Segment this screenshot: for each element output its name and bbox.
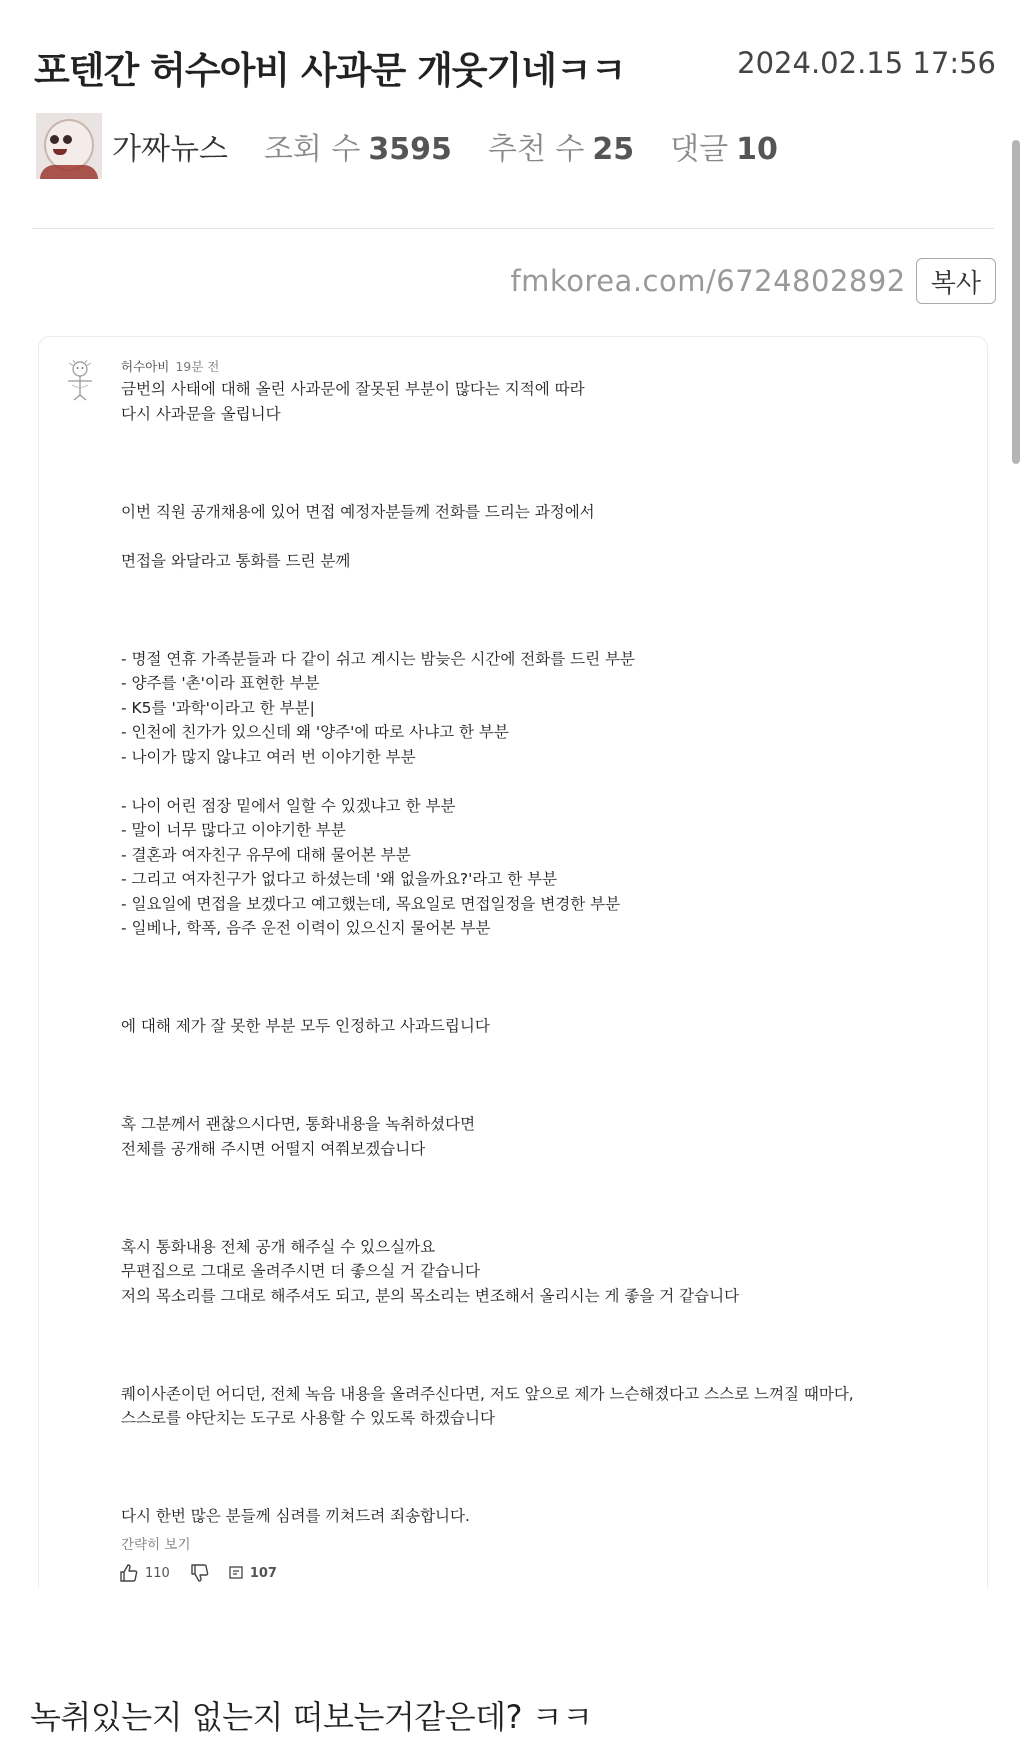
comment-line <box>121 1431 981 1456</box>
comment-line <box>121 1480 981 1505</box>
comment-line: 면접을 와달라고 통화를 드린 분께 <box>121 551 351 570</box>
post-url-row <box>510 258 996 304</box>
comment-line: - 말이 너무 많다고 이야기한 부분 <box>121 821 346 839</box>
comment-body <box>121 377 981 1529</box>
comment-line: - 양주를 '촌'이라 표현한 부분 <box>121 674 320 692</box>
comment-line: - 나이 어린 점장 밑에서 일할 수 있겠냐고 한 부분 <box>121 796 456 815</box>
comment-line <box>121 475 981 500</box>
comment-line <box>121 941 981 966</box>
comment-line <box>121 1333 981 1358</box>
thumbs-down-icon[interactable] <box>190 1563 210 1583</box>
copy-url-button[interactable]: 복사 <box>916 258 996 304</box>
comment-line <box>121 573 981 598</box>
comment-line: - 나이가 많지 않냐고 여러 번 이야기한 부분 <box>121 747 416 766</box>
comment-line: 무편집으로 그대로 올려주시면 더 좋으실 거 같습니다 <box>121 1262 480 1280</box>
author-avatar[interactable] <box>36 113 102 179</box>
comment-line <box>121 1161 981 1186</box>
post-body-text: 녹취있는지 없는지 떠보는거같은데? ㅋㅋ <box>30 1698 593 1736</box>
comment-line <box>121 1210 981 1235</box>
comment-line <box>121 1455 981 1480</box>
comment-line: - K5를 '과학'이라고 한 부분| <box>121 698 315 717</box>
post-meta <box>36 112 778 180</box>
comment-line <box>121 1088 981 1113</box>
scarecrow-avatar-icon <box>63 357 97 401</box>
comment-line <box>121 451 981 476</box>
comment-line: - 그리고 여자친구가 없다고 하셨는데 '왜 없을까요?'라고 한 부분 <box>121 870 558 888</box>
comment-line: 다시 한번 많은 분들께 심려를 끼쳐드려 죄송합니다. <box>121 1507 470 1525</box>
comment-line: - 인천에 친가가 있으신데 왜 '양주'에 따로 사냐고 한 부분 <box>121 723 509 741</box>
collapse-link[interactable]: 간략히 보기 <box>121 1537 191 1553</box>
comment-line: - 일요일에 면접을 보겠다고 예고했는데, 목요일로 면접일정을 변경한 부분 <box>121 894 621 913</box>
comment-line <box>121 524 981 549</box>
comment-line: 퀘이사존이던 어디던, 전체 녹음 내용을 올려주신다면, 저도 앞으로 제가 느슨해졌다고 스스로 느껴질 때마다, <box>121 1384 854 1403</box>
comment-line <box>121 965 981 990</box>
comment-line: - 일베나, 학폭, 음주 운전 이력이 있으신지 물어본 부분 <box>121 919 491 937</box>
post-header <box>34 40 996 90</box>
comment-count: 댓글 10 <box>670 132 778 167</box>
comment-line <box>121 622 981 647</box>
avatar-face-icon <box>44 119 94 171</box>
comment-line: 이번 직원 공개채용에 있어 면접 예정자분들께 전화를 드리는 과정에서 <box>121 502 595 521</box>
post-date: 2024.02.15 17:56 <box>737 46 996 80</box>
comment-line: 에 대해 제가 잘 못한 부분 모두 인정하고 사과드립니다 <box>121 1017 490 1035</box>
thumbs-up-icon[interactable] <box>119 1563 139 1583</box>
comment-line <box>121 769 981 794</box>
scrollbar[interactable] <box>1012 140 1020 464</box>
view-count: 조회 수 3595 <box>263 132 452 167</box>
comment-line <box>121 598 981 623</box>
comment-line: 스스로를 야단치는 도구로 사용할 수 있도록 하겠습니다 <box>121 1409 495 1427</box>
header-divider <box>32 228 994 229</box>
comment-line <box>121 1357 981 1382</box>
like-count: 110 <box>145 1565 170 1581</box>
comment-line <box>121 1308 981 1333</box>
comment-line: 저의 목소리를 그대로 해주셔도 되고, 분의 목소리는 변조해서 올리시는 게 좋을 거 같습니다 <box>121 1286 740 1305</box>
comment-line <box>121 990 981 1015</box>
comment-line <box>121 1039 981 1064</box>
comment-line: 전체를 공개해 주시면 어떨지 여쭤보겠습니다 <box>121 1139 426 1158</box>
comment-line <box>121 1063 981 1088</box>
post-url[interactable]: fmkorea.com/6724802892 <box>510 264 906 298</box>
comment-author: 허수아비 19분 전 <box>121 359 220 374</box>
recommend-count: 추천 수 25 <box>487 132 635 167</box>
comment-line: 혹시 통화내용 전체 공개 해주실 수 있으실까요 <box>121 1237 436 1256</box>
comment-line: 다시 사과문을 올립니다 <box>121 404 281 423</box>
comment-line: - 명절 연휴 가족분들과 다 같이 쉬고 계시는 밤늦은 시간에 전화를 드린 부분 <box>121 649 635 668</box>
comment-line <box>121 1186 981 1211</box>
post-title: 포텐간 허수아비 사과문 개웃기네ㅋㅋ <box>34 49 626 92</box>
reply-icon[interactable] <box>228 1565 244 1581</box>
comment-line: - 결혼과 여자친구 유무에 대해 물어본 부분 <box>121 845 411 864</box>
comment-line: 혹 그분께서 괜찮으시다면, 통화내용을 녹취하셨다면 <box>121 1115 476 1133</box>
author-name[interactable]: 가짜뉴스 <box>112 132 228 167</box>
embedded-comment-screenshot <box>38 336 988 1588</box>
comment-line: 금번의 사태에 대해 올린 사과문에 잘못된 부분이 많다는 지적에 따라 <box>121 380 585 398</box>
comment-actions <box>119 1561 297 1585</box>
reply-count: 107 <box>249 1565 277 1581</box>
comment-line <box>121 426 981 451</box>
